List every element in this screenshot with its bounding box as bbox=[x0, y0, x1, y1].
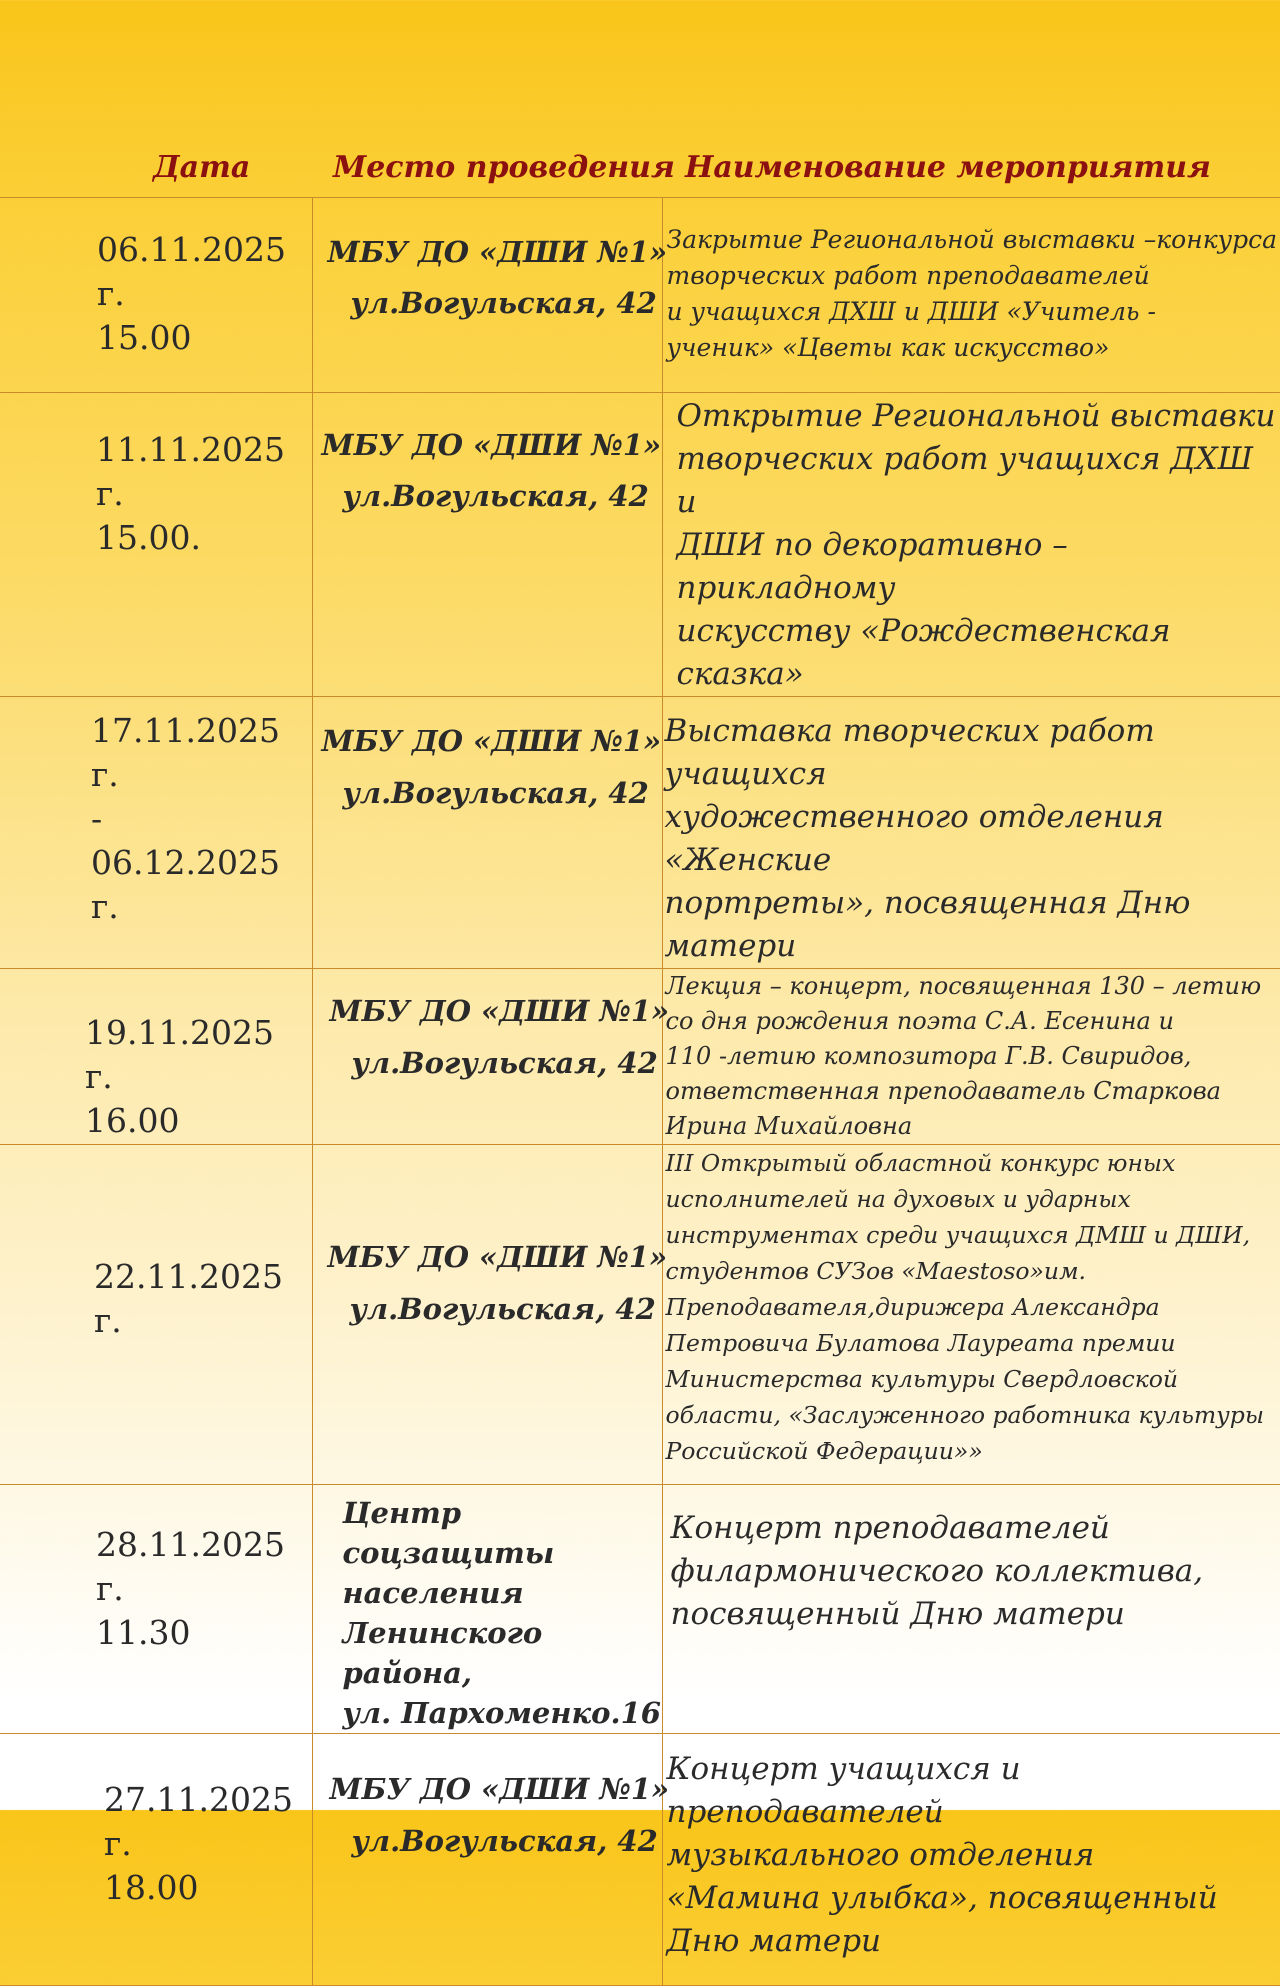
header-date: Дата bbox=[153, 150, 250, 185]
place-organization: МБУ ДО «ДШИ №1» bbox=[330, 994, 662, 1028]
event-cell bbox=[662, 393, 1280, 697]
place-address: ул.Вогульская, 42 bbox=[343, 776, 662, 810]
date-cell bbox=[0, 198, 312, 393]
header-event-name: Наименование мероприятия bbox=[685, 150, 1211, 185]
event-cell bbox=[662, 697, 1280, 969]
place-cell bbox=[312, 198, 662, 393]
place-organization: МБУ ДО «ДШИ №1» bbox=[322, 724, 662, 758]
event-title: Концерт учащихся и преподавателей музыкального отделения «Мамина улыбка», посвященный Дню матери bbox=[663, 1734, 1280, 1963]
place-address: ул.Вогульская, 42 bbox=[352, 1046, 662, 1080]
place-cell bbox=[312, 1145, 662, 1485]
event-date: 19.11.2025 г. 16.00 bbox=[0, 969, 312, 1143]
place-organization: МБУ ДО «ДШИ №1» bbox=[328, 235, 662, 269]
event-cell bbox=[662, 198, 1280, 393]
place-address: ул.Вогульская, 42 bbox=[351, 286, 662, 320]
place-cell bbox=[312, 393, 662, 697]
date-cell bbox=[0, 1734, 312, 1986]
event-cell bbox=[662, 1734, 1280, 1986]
event-cell bbox=[662, 969, 1280, 1145]
event-title: Концерт преподавателей филармонического коллектива, посвященный Дню матери bbox=[663, 1485, 1280, 1636]
event-date: 11.11.2025 г. 15.00. bbox=[0, 393, 312, 560]
place-organization: МБУ ДО «ДШИ №1» bbox=[330, 1772, 662, 1806]
event-date: 22.11.2025 г. bbox=[0, 1145, 312, 1343]
date-cell bbox=[0, 1145, 312, 1485]
event-date: 27.11.2025 г. 18.00 bbox=[0, 1734, 312, 1910]
header-place: Место проведения bbox=[333, 150, 675, 185]
table-row bbox=[0, 1734, 1280, 1986]
event-date: 06.11.2025 г. 15.00 bbox=[0, 198, 312, 360]
event-title: Лекция – концерт, посвященная 130 – летию со дня рождения поэта С.А. Есенина и 110 -летию композитора Г.В. Свиридов, ответственная преподаватель Старкова Ирина Михайловна bbox=[663, 969, 1280, 1144]
table-row bbox=[0, 1145, 1280, 1485]
event-cell bbox=[662, 1485, 1280, 1734]
date-cell bbox=[0, 393, 312, 697]
event-title: Открытие Региональной выставки творческих работ учащихся ДХШ и ДШИ по декоративно – прикладному искусству «Рождественская сказка» bbox=[663, 393, 1280, 696]
event-title: III Открытый областной конкурс юных исполнителей на духовых и ударных инструментах среди учащихся ДМШ и ДШИ, студентов СУЗов «Maestoso»им. Преподавателя,дирижера Александра Петровича Булатова Лауреата премии Министерства культуры Свердловской области, «Заслуженного работника культуры Российской Федерации»» bbox=[663, 1145, 1280, 1469]
events-schedule-table bbox=[0, 197, 1280, 1986]
place-organization: МБУ ДО «ДШИ №1» bbox=[328, 1240, 662, 1274]
place-cell bbox=[312, 697, 662, 969]
event-title: Закрытие Региональной выставки –конкурса творческих работ преподавателей и учащихся ДХШ и ДШИ «Учитель - ученик» «Цветы как искусство» bbox=[663, 198, 1280, 366]
table-row bbox=[0, 697, 1280, 969]
place-organization: Центр соцзащиты населения Ленинского района, ул. Пархоменко.16 bbox=[343, 1493, 662, 1733]
place-cell bbox=[312, 1734, 662, 1986]
event-date: 28.11.2025 г. 11.30 bbox=[0, 1485, 312, 1655]
table-row bbox=[0, 969, 1280, 1145]
place-address: ул.Вогульская, 42 bbox=[350, 1292, 662, 1326]
event-cell bbox=[662, 1145, 1280, 1485]
date-cell bbox=[0, 1485, 312, 1734]
place-cell bbox=[312, 1485, 662, 1734]
table-header bbox=[0, 150, 1280, 190]
event-title: Выставка творческих работ учащихся художественного отделения «Женские портреты», посвященная Дню матери bbox=[663, 697, 1280, 968]
event-date: 17.11.2025 г. - 06.12.2025 г. bbox=[0, 697, 312, 929]
place-cell bbox=[312, 969, 662, 1145]
place-address: ул.Вогульская, 42 bbox=[343, 479, 662, 513]
table-row bbox=[0, 1485, 1280, 1734]
place-address: ул.Вогульская, 42 bbox=[352, 1824, 662, 1858]
table-row bbox=[0, 393, 1280, 697]
table-row bbox=[0, 198, 1280, 393]
date-cell bbox=[0, 697, 312, 969]
place-organization: МБУ ДО «ДШИ №1» bbox=[322, 428, 662, 462]
date-cell bbox=[0, 969, 312, 1145]
